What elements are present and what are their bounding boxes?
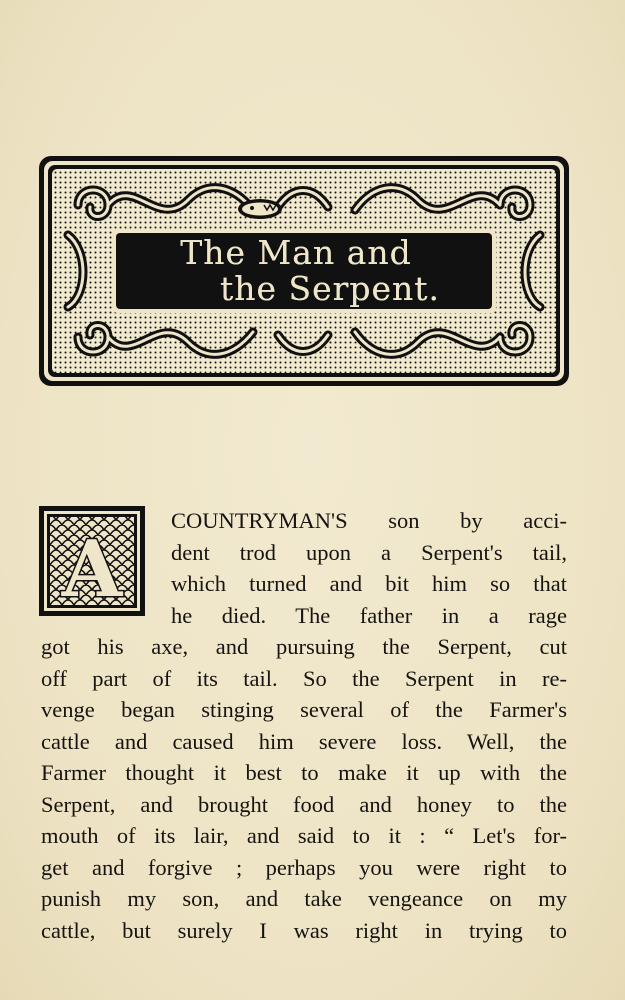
title-banner — [38, 155, 570, 387]
fable-text — [41, 505, 567, 946]
text-line: cattle, but surely I was right in trying to — [41, 917, 567, 943]
text-line: punish my son, and take vengeance on my — [41, 886, 567, 911]
text-line: Farmer thought it best to make it up with the — [41, 760, 567, 785]
page-title-line-2: the Serpent. — [219, 269, 441, 308]
text-line: which turned and bit him so that — [171, 571, 567, 596]
text-line: got his axe, and pursuing the Serpent, cut — [41, 634, 567, 659]
text-line: dent trod upon a Serpent's tail, — [171, 539, 567, 565]
text-line: cattle and caused him severe loss. Well, the — [41, 728, 567, 754]
serpent-head-icon — [238, 199, 282, 219]
text-line: mouth of its lair, and said to it : “ Let's for- — [41, 823, 567, 848]
svg-text:A: A — [61, 524, 123, 615]
page-title-line-1: The Man and — [180, 233, 412, 272]
title-plate — [118, 233, 492, 309]
text-line: Serpent, and brought food and honey to the — [41, 791, 567, 817]
text-line: off part of its tail. So the Serpent in re- — [41, 665, 567, 691]
text-line: he died. The father in a rage — [171, 602, 567, 628]
text-line: COUNTRYMAN'S son by acci- — [171, 508, 567, 533]
text-line: get and forgive ; perhaps you were right to — [41, 854, 567, 880]
text-line: venge began stinging several of the Farmer's — [41, 697, 567, 722]
